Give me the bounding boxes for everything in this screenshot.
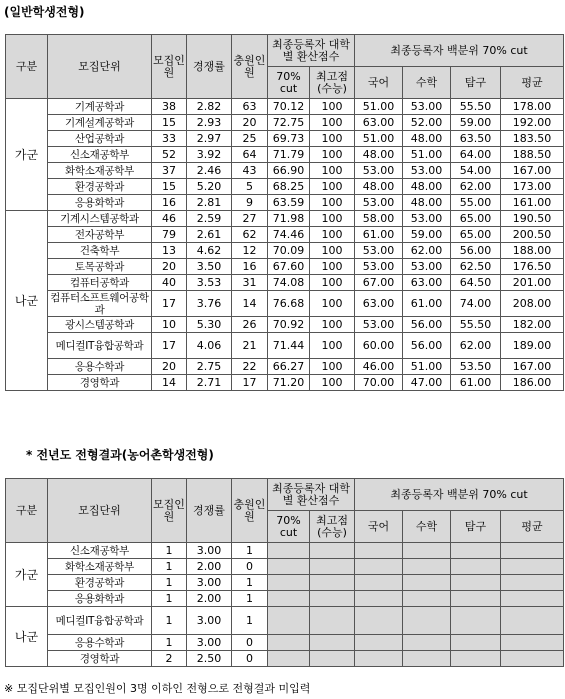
cell-math-empty	[403, 559, 451, 575]
cell-unit: 경영학과	[48, 651, 152, 667]
table2-caption: * 전년도 전형결과(농어촌학생전형)	[26, 448, 214, 462]
cell-explore: 62.00	[451, 179, 501, 195]
cell-quota: 38	[152, 99, 187, 115]
table-row	[6, 575, 564, 591]
cell-cut70-empty	[268, 559, 310, 575]
cell-explore-empty	[451, 543, 501, 559]
cell-average: 161.00	[501, 195, 564, 211]
cell-average: 186.00	[501, 375, 564, 391]
cell-ratio: 2.59	[187, 211, 232, 227]
cell-max: 100	[310, 179, 355, 195]
cell-max: 100	[310, 227, 355, 243]
cell-average: 173.00	[501, 179, 564, 195]
cell-cut70: 70.12	[268, 99, 310, 115]
cell-max: 100	[310, 147, 355, 163]
cell-extra: 5	[232, 179, 268, 195]
cell-explore-empty	[451, 575, 501, 591]
header-average: 평균	[501, 67, 564, 99]
header-extra: 충원인원	[232, 35, 268, 99]
cell-cut70: 76.68	[268, 291, 310, 317]
cell-max-empty	[310, 607, 355, 635]
cell-average-empty	[501, 575, 564, 591]
cell-extra: 9	[232, 195, 268, 211]
cell-unit: 산업공학과	[48, 131, 152, 147]
cell-max: 100	[310, 375, 355, 391]
cell-korean: 53.00	[355, 195, 403, 211]
table-row	[6, 179, 564, 195]
cell-quota: 15	[152, 115, 187, 131]
cell-ratio: 3.00	[187, 635, 232, 651]
cell-korean-empty	[355, 607, 403, 635]
cell-unit: 기계공학과	[48, 99, 152, 115]
cell-max: 100	[310, 163, 355, 179]
header-explore: 탐구	[451, 511, 501, 543]
header-cut70: 70% cut	[268, 511, 310, 543]
cell-explore-empty	[451, 591, 501, 607]
cell-math: 48.00	[403, 179, 451, 195]
cell-quota: 2	[152, 651, 187, 667]
table-row	[6, 131, 564, 147]
cell-cut70: 71.98	[268, 211, 310, 227]
cell-extra: 63	[232, 99, 268, 115]
cell-korean: 70.00	[355, 375, 403, 391]
cell-quota: 1	[152, 543, 187, 559]
cell-max-empty	[310, 559, 355, 575]
table-row	[6, 359, 564, 375]
cell-extra: 1	[232, 607, 268, 635]
cell-unit: 경영학과	[48, 375, 152, 391]
cell-korean: 46.00	[355, 359, 403, 375]
cell-average: 200.50	[501, 227, 564, 243]
cell-math-empty	[403, 635, 451, 651]
table-row	[6, 115, 564, 131]
cell-korean-empty	[355, 635, 403, 651]
cell-average: 182.00	[501, 317, 564, 333]
cell-math: 62.00	[403, 243, 451, 259]
cell-ratio: 2.75	[187, 359, 232, 375]
cell-quota: 14	[152, 375, 187, 391]
cell-average: 188.00	[501, 243, 564, 259]
header-math: 수학	[403, 511, 451, 543]
cell-average-empty	[501, 591, 564, 607]
cell-quota: 17	[152, 333, 187, 359]
cell-unit: 응용수학과	[48, 635, 152, 651]
header-percentile-group: 최종등록자 백분위 70% cut	[355, 35, 564, 67]
table-row	[6, 635, 564, 651]
cell-korean: 58.00	[355, 211, 403, 227]
cell-average: 201.00	[501, 275, 564, 291]
cell-max-empty	[310, 543, 355, 559]
cell-korean-empty	[355, 575, 403, 591]
cell-math: 56.00	[403, 333, 451, 359]
table1-caption: (일반학생전형)	[4, 5, 85, 19]
group-label: 나군	[6, 607, 48, 667]
cell-average: 176.50	[501, 259, 564, 275]
cell-cut70: 71.79	[268, 147, 310, 163]
cell-cut70-empty	[268, 635, 310, 651]
cell-max: 100	[310, 333, 355, 359]
footnote: ※ 모집단위별 모집인원이 3명 이하인 전형으로 전형결과 미입력	[4, 682, 311, 695]
cell-quota: 79	[152, 227, 187, 243]
cell-cut70-empty	[268, 543, 310, 559]
cell-cut70: 66.90	[268, 163, 310, 179]
cell-extra: 12	[232, 243, 268, 259]
cell-cut70-empty	[268, 575, 310, 591]
cell-quota: 1	[152, 635, 187, 651]
table-row	[6, 99, 564, 115]
cell-unit: 광시스템공학과	[48, 317, 152, 333]
cell-max: 100	[310, 115, 355, 131]
cell-average-empty	[501, 607, 564, 635]
table-row	[6, 275, 564, 291]
cell-quota: 1	[152, 607, 187, 635]
cell-ratio: 2.93	[187, 115, 232, 131]
header-score-group: 최종등록자 대학별 환산점수	[268, 35, 355, 67]
table-row	[6, 195, 564, 211]
cell-max: 100	[310, 275, 355, 291]
cell-quota: 15	[152, 179, 187, 195]
cell-quota: 1	[152, 591, 187, 607]
cell-average-empty	[501, 635, 564, 651]
cell-math: 53.00	[403, 211, 451, 227]
cell-cut70: 71.44	[268, 333, 310, 359]
cell-math: 53.00	[403, 259, 451, 275]
cell-math-empty	[403, 591, 451, 607]
cell-unit: 컴퓨터공학과	[48, 275, 152, 291]
cell-cut70: 74.08	[268, 275, 310, 291]
cell-unit: 신소재공학부	[48, 147, 152, 163]
cell-korean: 48.00	[355, 147, 403, 163]
cell-extra: 14	[232, 291, 268, 317]
cell-ratio: 2.50	[187, 651, 232, 667]
header-unit: 모집단위	[48, 35, 152, 99]
cell-ratio: 2.46	[187, 163, 232, 179]
cell-korean-empty	[355, 543, 403, 559]
cell-explore-empty	[451, 559, 501, 575]
cell-cut70: 72.75	[268, 115, 310, 131]
cell-explore: 53.50	[451, 359, 501, 375]
cell-explore: 74.00	[451, 291, 501, 317]
cell-korean: 53.00	[355, 317, 403, 333]
cell-korean: 48.00	[355, 179, 403, 195]
cell-cut70: 70.09	[268, 243, 310, 259]
cell-cut70: 63.59	[268, 195, 310, 211]
cell-explore: 55.50	[451, 317, 501, 333]
cell-max-empty	[310, 591, 355, 607]
cell-ratio: 2.71	[187, 375, 232, 391]
cell-ratio: 2.00	[187, 559, 232, 575]
cell-korean-empty	[355, 651, 403, 667]
header-korean: 국어	[355, 511, 403, 543]
cell-ratio: 5.20	[187, 179, 232, 195]
cell-unit: 전자공학부	[48, 227, 152, 243]
cell-explore: 62.00	[451, 333, 501, 359]
cell-unit: 화학소재공학부	[48, 163, 152, 179]
cell-math: 48.00	[403, 195, 451, 211]
header-percentile-group: 최종등록자 백분위 70% cut	[355, 479, 564, 511]
header-cut70: 70% cut	[268, 67, 310, 99]
cell-cut70: 68.25	[268, 179, 310, 195]
cell-extra: 62	[232, 227, 268, 243]
cell-extra: 22	[232, 359, 268, 375]
header-extra: 충원인원	[232, 479, 268, 543]
cell-extra: 1	[232, 591, 268, 607]
cell-explore: 63.50	[451, 131, 501, 147]
cell-unit: 응용화학과	[48, 591, 152, 607]
cell-ratio: 3.00	[187, 575, 232, 591]
cell-ratio: 2.00	[187, 591, 232, 607]
cell-explore: 61.00	[451, 375, 501, 391]
table-row	[6, 333, 564, 359]
cell-extra: 27	[232, 211, 268, 227]
cell-math: 59.00	[403, 227, 451, 243]
header-explore: 탐구	[451, 67, 501, 99]
cell-ratio: 3.00	[187, 607, 232, 635]
cell-cut70-empty	[268, 651, 310, 667]
cell-explore: 59.00	[451, 115, 501, 131]
cell-max: 100	[310, 359, 355, 375]
cell-korean: 63.00	[355, 115, 403, 131]
header-max: 최고점 (수능)	[310, 67, 355, 99]
cell-ratio: 5.30	[187, 317, 232, 333]
header-max: 최고점 (수능)	[310, 511, 355, 543]
cell-math: 53.00	[403, 163, 451, 179]
cell-ratio: 2.61	[187, 227, 232, 243]
cell-extra: 0	[232, 559, 268, 575]
cell-ratio: 3.53	[187, 275, 232, 291]
cell-extra: 26	[232, 317, 268, 333]
cell-max-empty	[310, 575, 355, 591]
cell-quota: 1	[152, 575, 187, 591]
cell-quota: 16	[152, 195, 187, 211]
cell-max-empty	[310, 651, 355, 667]
cell-math-empty	[403, 575, 451, 591]
cell-extra: 20	[232, 115, 268, 131]
cell-cut70: 69.73	[268, 131, 310, 147]
header-ratio: 경쟁률	[187, 35, 232, 99]
table-row	[6, 651, 564, 667]
cell-cut70: 71.20	[268, 375, 310, 391]
cell-explore-empty	[451, 607, 501, 635]
cell-average-empty	[501, 559, 564, 575]
cell-average: 167.00	[501, 163, 564, 179]
cell-average: 192.00	[501, 115, 564, 131]
cell-extra: 31	[232, 275, 268, 291]
cell-max: 100	[310, 291, 355, 317]
table-row	[6, 607, 564, 635]
cell-quota: 40	[152, 275, 187, 291]
table-row	[6, 591, 564, 607]
cell-average-empty	[501, 651, 564, 667]
cell-ratio: 2.97	[187, 131, 232, 147]
cell-unit: 환경공학과	[48, 179, 152, 195]
cell-extra: 0	[232, 651, 268, 667]
cell-max: 100	[310, 317, 355, 333]
group-label: 나군	[6, 211, 48, 391]
header-group: 구분	[6, 35, 48, 99]
cell-explore: 64.00	[451, 147, 501, 163]
cell-korean: 61.00	[355, 227, 403, 243]
table-row	[6, 211, 564, 227]
admission-results-table	[5, 34, 564, 391]
cell-unit: 메디컬IT융합공학과	[48, 607, 152, 635]
cell-explore: 62.50	[451, 259, 501, 275]
cell-quota: 46	[152, 211, 187, 227]
cell-quota: 10	[152, 317, 187, 333]
cell-unit: 기계시스템공학과	[48, 211, 152, 227]
cell-unit: 환경공학과	[48, 575, 152, 591]
cell-unit: 기계설계공학과	[48, 115, 152, 131]
cell-average: 178.00	[501, 99, 564, 115]
header-math: 수학	[403, 67, 451, 99]
cell-max: 100	[310, 211, 355, 227]
header-unit: 모집단위	[48, 479, 152, 543]
cell-unit: 응용수학과	[48, 359, 152, 375]
cell-unit: 화학소재공학부	[48, 559, 152, 575]
cell-quota: 13	[152, 243, 187, 259]
cell-korean: 60.00	[355, 333, 403, 359]
cell-cut70: 66.27	[268, 359, 310, 375]
header-group: 구분	[6, 479, 48, 543]
cell-quota: 20	[152, 359, 187, 375]
cell-explore: 65.00	[451, 211, 501, 227]
table-row	[6, 147, 564, 163]
cell-extra: 25	[232, 131, 268, 147]
cell-quota: 52	[152, 147, 187, 163]
cell-max: 100	[310, 259, 355, 275]
cell-ratio: 4.62	[187, 243, 232, 259]
cell-average: 188.50	[501, 147, 564, 163]
cell-explore: 54.00	[451, 163, 501, 179]
cell-extra: 64	[232, 147, 268, 163]
cell-average: 167.00	[501, 359, 564, 375]
cell-max-empty	[310, 635, 355, 651]
cell-quota: 37	[152, 163, 187, 179]
header-quota: 모집인원	[152, 479, 187, 543]
group-label: 가군	[6, 543, 48, 607]
cell-math: 56.00	[403, 317, 451, 333]
group-label: 가군	[6, 99, 48, 211]
cell-unit: 토목공학과	[48, 259, 152, 275]
cell-ratio: 3.00	[187, 543, 232, 559]
cell-unit: 건축학부	[48, 243, 152, 259]
cell-korean: 53.00	[355, 243, 403, 259]
cell-korean: 51.00	[355, 131, 403, 147]
cell-math: 47.00	[403, 375, 451, 391]
cell-math: 51.00	[403, 147, 451, 163]
cell-average: 183.50	[501, 131, 564, 147]
cell-max: 100	[310, 195, 355, 211]
cell-unit: 신소재공학부	[48, 543, 152, 559]
header-quota: 모집인원	[152, 35, 187, 99]
cell-korean: 67.00	[355, 275, 403, 291]
cell-korean-empty	[355, 591, 403, 607]
cell-average: 189.00	[501, 333, 564, 359]
cell-math: 63.00	[403, 275, 451, 291]
header-score-group: 최종등록자 대학별 환산점수	[268, 479, 355, 511]
cell-extra: 21	[232, 333, 268, 359]
cell-average: 208.00	[501, 291, 564, 317]
table-row	[6, 559, 564, 575]
cell-ratio: 2.81	[187, 195, 232, 211]
cell-extra: 1	[232, 575, 268, 591]
table-row	[6, 243, 564, 259]
cell-math: 61.00	[403, 291, 451, 317]
cell-math: 51.00	[403, 359, 451, 375]
cell-math: 48.00	[403, 131, 451, 147]
cell-korean: 51.00	[355, 99, 403, 115]
cell-korean: 63.00	[355, 291, 403, 317]
cell-average: 190.50	[501, 211, 564, 227]
cell-extra: 43	[232, 163, 268, 179]
header-average: 평균	[501, 511, 564, 543]
cell-math: 53.00	[403, 99, 451, 115]
cell-explore: 55.00	[451, 195, 501, 211]
cell-quota: 1	[152, 559, 187, 575]
cell-unit: 메디컬IT융합공학과	[48, 333, 152, 359]
rural-admission-results-table	[5, 478, 564, 667]
cell-extra: 0	[232, 635, 268, 651]
cell-ratio: 3.92	[187, 147, 232, 163]
cell-math-empty	[403, 543, 451, 559]
cell-extra: 17	[232, 375, 268, 391]
cell-ratio: 4.06	[187, 333, 232, 359]
cell-extra: 16	[232, 259, 268, 275]
cell-cut70: 70.92	[268, 317, 310, 333]
header-ratio: 경쟁률	[187, 479, 232, 543]
table-row	[6, 163, 564, 179]
table-row	[6, 291, 564, 317]
cell-quota: 20	[152, 259, 187, 275]
table-row	[6, 543, 564, 559]
cell-explore: 64.50	[451, 275, 501, 291]
cell-korean: 53.00	[355, 163, 403, 179]
cell-quota: 33	[152, 131, 187, 147]
cell-ratio: 3.50	[187, 259, 232, 275]
cell-max: 100	[310, 131, 355, 147]
cell-cut70: 67.60	[268, 259, 310, 275]
cell-unit: 응용화학과	[48, 195, 152, 211]
cell-explore-empty	[451, 635, 501, 651]
cell-ratio: 2.82	[187, 99, 232, 115]
cell-korean-empty	[355, 559, 403, 575]
cell-average-empty	[501, 543, 564, 559]
cell-cut70-empty	[268, 591, 310, 607]
cell-max: 100	[310, 243, 355, 259]
table-row	[6, 259, 564, 275]
cell-extra: 1	[232, 543, 268, 559]
cell-math: 52.00	[403, 115, 451, 131]
cell-korean: 53.00	[355, 259, 403, 275]
cell-explore: 65.00	[451, 227, 501, 243]
cell-cut70-empty	[268, 607, 310, 635]
cell-quota: 17	[152, 291, 187, 317]
table-row	[6, 227, 564, 243]
cell-math-empty	[403, 607, 451, 635]
cell-cut70: 74.46	[268, 227, 310, 243]
cell-unit: 컴퓨터소프트웨어공학과	[48, 291, 152, 317]
cell-ratio: 3.76	[187, 291, 232, 317]
cell-math-empty	[403, 651, 451, 667]
cell-max: 100	[310, 99, 355, 115]
table-row	[6, 375, 564, 391]
cell-explore: 56.00	[451, 243, 501, 259]
cell-explore-empty	[451, 651, 501, 667]
table-row	[6, 317, 564, 333]
header-korean: 국어	[355, 67, 403, 99]
cell-explore: 55.50	[451, 99, 501, 115]
